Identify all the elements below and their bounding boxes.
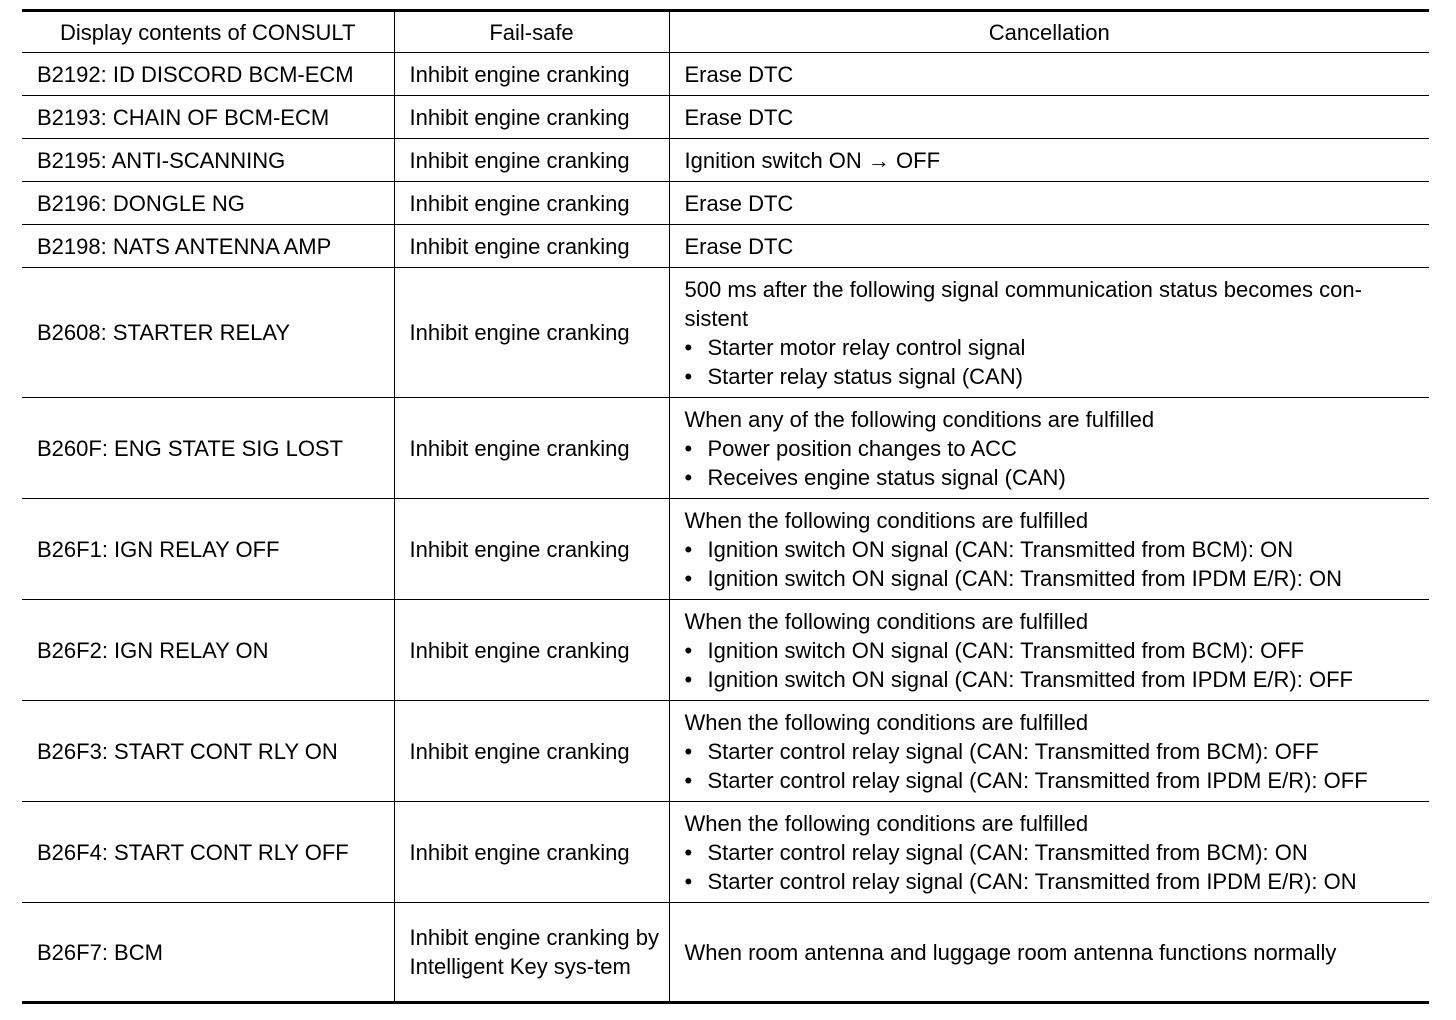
cell-cancellation (669, 139, 1429, 182)
table-row (22, 802, 1429, 903)
cancellation-conditions (685, 936, 1422, 969)
cell-display-code: B26F7: BCM (22, 903, 394, 1003)
condition-item-text: Starter control relay signal (CAN: Transmitted from IPDM E/R): OFF (707, 767, 1368, 793)
cell-cancellation (669, 701, 1429, 802)
cell-failsafe: Inhibit engine cranking (394, 225, 669, 268)
cancellation-conditions (685, 58, 1422, 91)
condition-item-text: Receives engine status signal (CAN) (707, 464, 1066, 490)
cell-cancellation (669, 802, 1429, 903)
cell-failsafe: Inhibit engine cranking (394, 53, 669, 96)
table-row (22, 53, 1429, 96)
condition-item (685, 737, 1422, 766)
cancellation-lead-text: When the following conditions are fulfilled (684, 608, 1089, 634)
cancellation-lead-text: 500 ms after the following signal communication status becomes con-sistent (684, 276, 1362, 331)
bullet-icon: • (684, 536, 693, 562)
header-display: Display contents of CONSULT (22, 11, 394, 53)
condition-item-text: Ignition switch ON signal (CAN: Transmitted from BCM): OFF (707, 637, 1305, 663)
condition-item (685, 362, 1422, 391)
condition-item (685, 867, 1422, 896)
condition-item-text: Power position changes to ACC (707, 435, 1017, 461)
cancellation-lead-text: Erase DTC (684, 104, 794, 130)
bullet-icon: • (684, 839, 693, 865)
cell-display-code: B2608: STARTER RELAY (22, 268, 394, 398)
bullet-icon: • (684, 637, 693, 663)
cell-cancellation (669, 225, 1429, 268)
condition-item-text: Ignition switch ON signal (CAN: Transmitted from BCM): ON (707, 536, 1294, 562)
cancellation-conditions (685, 144, 1422, 177)
bullet-icon: • (684, 666, 693, 692)
cancellation-conditions (685, 504, 1422, 595)
cell-display-code: B26F3: START CONT RLY ON (22, 701, 394, 802)
table-row (22, 903, 1429, 1003)
bullet-icon: • (684, 565, 693, 591)
condition-item (685, 434, 1422, 463)
table-body (22, 53, 1429, 1003)
cell-failsafe: Inhibit engine cranking (394, 600, 669, 701)
cancellation-conditions (685, 273, 1422, 393)
cancellation-lead-text: Erase DTC (684, 61, 794, 87)
cancellation-lead-text: When the following conditions are fulfilled (684, 507, 1089, 533)
cancellation-conditions (685, 187, 1422, 220)
table-row (22, 96, 1429, 139)
cancellation-conditions (685, 706, 1422, 797)
condition-item-text: Starter control relay signal (CAN: Transmitted from BCM): ON (707, 839, 1308, 865)
condition-item (685, 665, 1422, 694)
table-row (22, 701, 1429, 802)
cell-display-code: B260F: ENG STATE SIG LOST (22, 398, 394, 499)
cell-cancellation (669, 182, 1429, 225)
condition-item-text: Starter control relay signal (CAN: Transmitted from BCM): OFF (707, 738, 1319, 764)
cancellation-conditions (685, 403, 1422, 494)
bullet-icon: • (684, 738, 693, 764)
cancellation-conditions (685, 807, 1422, 898)
cell-failsafe: Inhibit engine cranking (394, 398, 669, 499)
cancellation-lead-text: When any of the following conditions are fulfilled (684, 406, 1155, 432)
cell-display-code: B26F2: IGN RELAY ON (22, 600, 394, 701)
cell-cancellation (669, 903, 1429, 1003)
bullet-icon: • (684, 767, 693, 793)
condition-list (685, 737, 1422, 795)
cell-cancellation (669, 499, 1429, 600)
cell-cancellation (669, 268, 1429, 398)
bullet-icon: • (684, 868, 693, 894)
cell-cancellation (669, 53, 1429, 96)
cell-cancellation (669, 600, 1429, 701)
condition-item (685, 766, 1422, 795)
table-row (22, 225, 1429, 268)
cell-display-code: B2192: ID DISCORD BCM-ECM (22, 53, 394, 96)
cell-failsafe: Inhibit engine cranking (394, 268, 669, 398)
condition-item-text: Ignition switch ON signal (CAN: Transmitted from IPDM E/R): ON (707, 565, 1342, 591)
header-failsafe: Fail-safe (394, 11, 669, 53)
condition-item-text: Starter motor relay control signal (707, 334, 1026, 360)
cell-failsafe: Inhibit engine cranking (394, 139, 669, 182)
cancellation-conditions (685, 101, 1422, 134)
cell-display-code: B26F4: START CONT RLY OFF (22, 802, 394, 903)
condition-item-text: Starter relay status signal (CAN) (707, 363, 1023, 389)
cell-failsafe: Inhibit engine cranking (394, 701, 669, 802)
condition-item (685, 463, 1422, 492)
cancellation-lead-text: When room antenna and luggage room antenna functions normally (684, 939, 1337, 965)
condition-list (685, 333, 1422, 391)
bullet-icon: • (684, 334, 693, 360)
table-row (22, 139, 1429, 182)
cell-display-code: B2198: NATS ANTENNA AMP (22, 225, 394, 268)
table-row (22, 600, 1429, 701)
cancellation-conditions (685, 605, 1422, 696)
cell-display-code: B2196: DONGLE NG (22, 182, 394, 225)
condition-list (685, 535, 1422, 593)
condition-item-text: Starter control relay signal (CAN: Transmitted from IPDM E/R): ON (707, 868, 1357, 894)
bullet-icon: • (684, 363, 693, 389)
header-cancellation: Cancellation (669, 11, 1429, 53)
cancellation-lead-text: Ignition switch ON → OFF (684, 147, 941, 173)
condition-list (685, 636, 1422, 694)
cancellation-lead-text: Erase DTC (684, 233, 794, 259)
cell-failsafe: Inhibit engine cranking (394, 499, 669, 600)
cancellation-lead-text: When the following conditions are fulfilled (684, 810, 1089, 836)
cancellation-conditions (685, 230, 1422, 263)
header-row (22, 11, 1429, 53)
cell-cancellation (669, 96, 1429, 139)
condition-list (685, 434, 1422, 492)
table-row (22, 499, 1429, 600)
condition-item (685, 535, 1422, 564)
condition-item (685, 838, 1422, 867)
dtc-failsafe-table (22, 9, 1429, 1004)
table-row (22, 182, 1429, 225)
condition-list (685, 838, 1422, 896)
cancellation-lead-text: When the following conditions are fulfilled (684, 709, 1089, 735)
cell-failsafe: Inhibit engine cranking (394, 96, 669, 139)
condition-item (685, 564, 1422, 593)
cell-display-code: B2193: CHAIN OF BCM-ECM (22, 96, 394, 139)
cell-failsafe: Inhibit engine cranking (394, 802, 669, 903)
table-row (22, 398, 1429, 499)
cell-cancellation (669, 398, 1429, 499)
condition-item (685, 333, 1422, 362)
cell-display-code: B26F1: IGN RELAY OFF (22, 499, 394, 600)
cancellation-lead-text: Erase DTC (684, 190, 794, 216)
cell-failsafe: Inhibit engine cranking (394, 182, 669, 225)
bullet-icon: • (684, 435, 693, 461)
table-row (22, 268, 1429, 398)
condition-item (685, 636, 1422, 665)
cell-failsafe: Inhibit engine cranking by Intelligent Key sys-tem (394, 903, 669, 1003)
bullet-icon: • (684, 464, 693, 490)
cell-display-code: B2195: ANTI-SCANNING (22, 139, 394, 182)
condition-item-text: Ignition switch ON signal (CAN: Transmitted from IPDM E/R): OFF (707, 666, 1353, 692)
